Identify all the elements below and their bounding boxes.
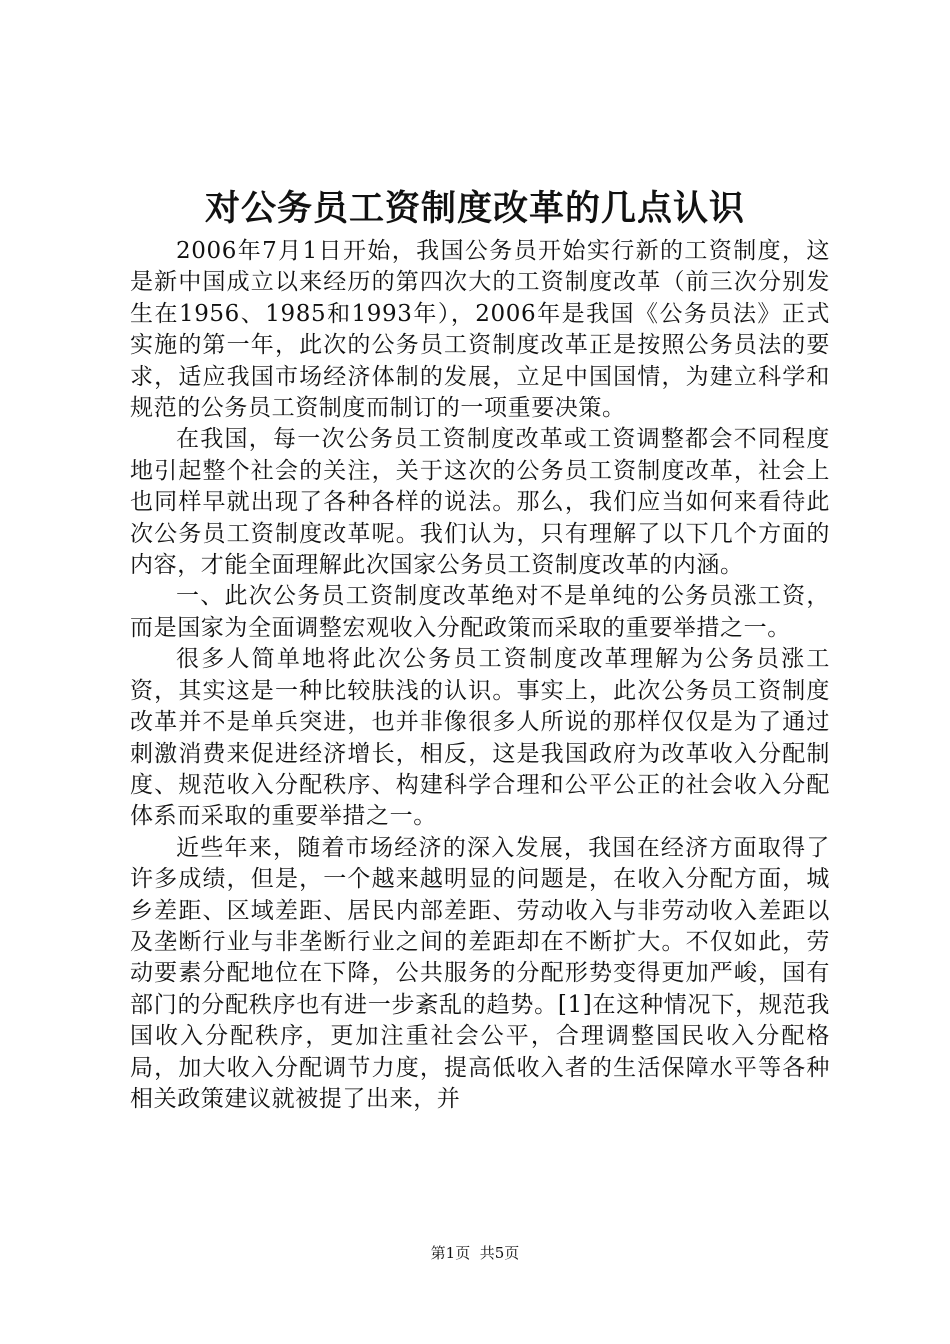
paragraph: 在我国，每一次公务员工资制度改革或工资调整都会不同程度地引起整个社会的关注，关于这次的公务员工资制度改革，社会上也同样早就出现了各种各样的说法。那么，我们应当如何来看待此次公务员工资制度改革呢。我们认为，只有理解了以下几个方面的内容，才能全面理解此次国家公务员工资制度改革的内涵。: [130, 426, 830, 579]
document-title: 对公务员工资制度改革的几点认识: [204, 188, 745, 229]
page-number: 第1页: [430, 1244, 471, 1262]
paragraph: 2006年7月1日开始，我国公务员开始实行新的工资制度，这是新中国成立以来经历的第四次大的工资制度改革（前三次分别发生在1956、1985和1993年），2006年是我国《公务员法》正式实施的第一年，此次的公务员工资制度改革正是按照公务员法的要求，适应我国市场经济体制的发展，立足中国国情，为建立科学和规范的公务员工资制度而制订的一项重要决策。: [130, 238, 830, 422]
page-total: 共5页: [479, 1244, 520, 1262]
paragraph: 很多人简单地将此次公务员工资制度改革理解为公务员涨工资，其实这是一种比较肤浅的认识。事实上，此次公务员工资制度改革并不是单兵突进，也并非像很多人所说的那样仅仅是为了通过刺激消费来促进经济增长，相反，这是我国政府为改革收入分配制度、规范收入分配秩序、构建科学合理和公平公正的社会收入分配体系而采取的重要举措之一。: [130, 646, 830, 830]
page-footer: [0, 1243, 950, 1263]
document-body: [130, 236, 830, 1115]
paragraph: 近些年来，随着市场经济的深入发展，我国在经济方面取得了许多成绩，但是，一个越来越明显的问题是，在收入分配方面，城乡差距、区域差距、居民内部差距、劳动收入与非劳动收入差距以及垄断行业与非垄断行业之间的差距却在不断扩大。不仅如此，劳动要素分配地位在下降，公共服务的分配形势变得更加严峻，国有部门的分配秩序也有进一步紊乱的趋势。[1]在这种情况下，规范我国收入分配秩序，更加注重社会公平，合理调整国民收入分配格局，加大收入分配调节力度，提高低收入者的生活保障水平等各种相关政策建议就被提了出来，并: [130, 834, 830, 1112]
paragraph: 一、此次公务员工资制度改革绝对不是单纯的公务员涨工资，而是国家为全面调整宏观收入分配政策而采取的重要举措之一。: [130, 583, 830, 641]
